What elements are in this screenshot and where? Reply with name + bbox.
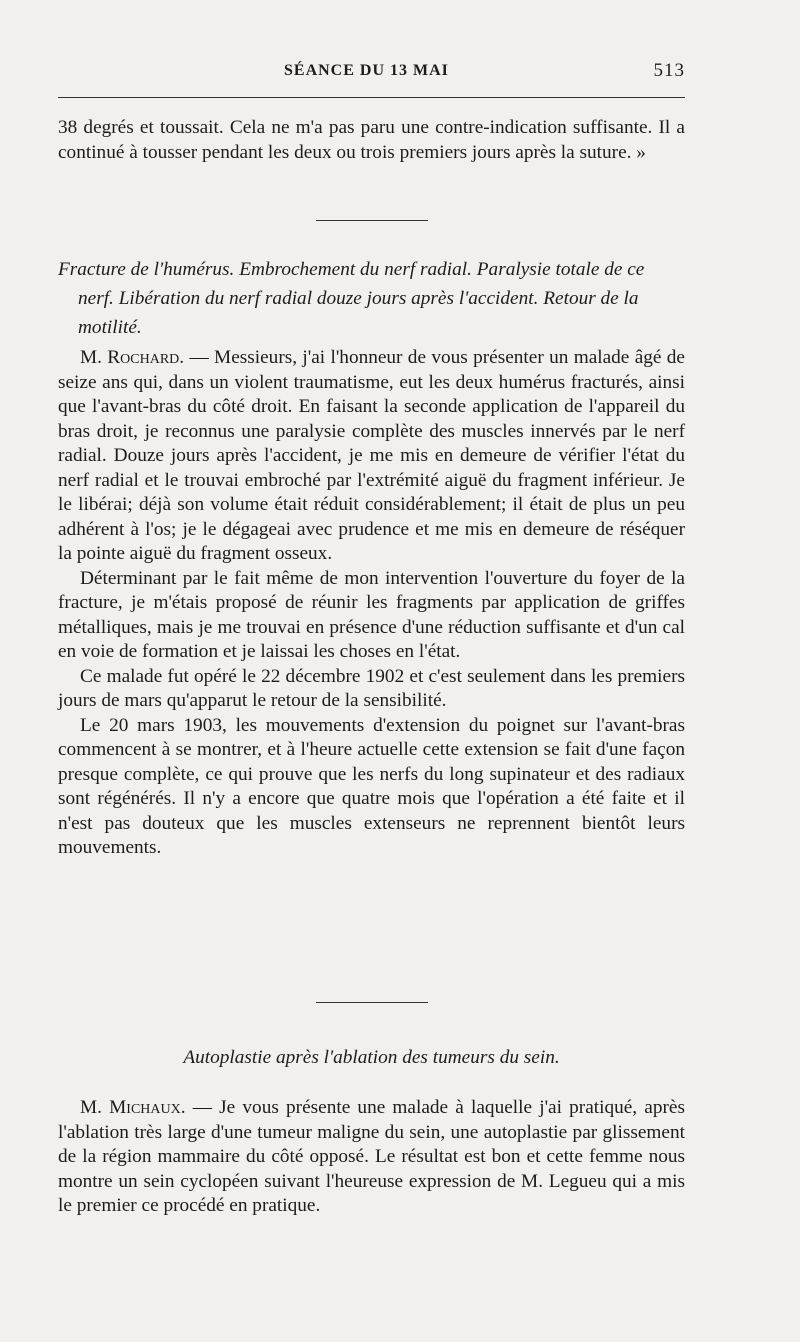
- section-separator: [316, 1002, 428, 1003]
- header-rule: [58, 97, 685, 98]
- running-title: SÉANCE DU 13 MAI: [284, 62, 449, 79]
- section1-paragraph-1: [58, 346, 685, 567]
- section1-speaker: Rochard.: [107, 347, 185, 368]
- section2-title: [58, 1043, 685, 1072]
- section1-paragraph-1-text: — Messieurs, j'ai l'honneur de vous présenter un malade âgé de seize ans qui, dans un violent traumatisme, eut les deux humérus fracturés, ainsi que l'avant-bras du côté droit. En faisant la seconde application de l'appareil du bras droit, je reconnus une paralysie complète des muscles innervés par le nerf radial. Douze jours après l'accident, je me mis en demeure de vérifier l'état du nerf radial et le trouvai embroché par l'extrémité aiguë du fragment inférieur. Je le libérai; déjà son volume était réduit considérablement; il était de plus un peu adhérent à l'os; je le dégageai avec prudence et me mis en demeure de réséquer la pointe aiguë du fragment osseux.: [58, 347, 685, 564]
- section1-paragraph-2: Déterminant par le fait même de mon intervention l'ouverture du foyer de la fracture, je m'étais proposé de réunir les fragments par application de griffes métalliques, mais je me trouvai en présence d'une réduction suffisante et d'un cal en voie de formation et je laissai les choses en l'état.: [58, 567, 685, 662]
- section2-title-text: Autoplastie après l'ablation des tumeurs du sein.: [183, 1047, 560, 1068]
- page-header: [58, 60, 685, 86]
- section-separator: [316, 220, 428, 221]
- page-number: 513: [653, 60, 685, 81]
- section1-title-text: Fracture de l'humérus. Embrochement du nerf radial. Paralysie totale de ce nerf. Libération du nerf radial douze jours après l'accident. Retour de la motilité.: [58, 259, 645, 338]
- section1-paragraph-3: Ce malade fut opéré le 22 décembre 1902 et c'est seulement dans les premiers jours de mars qu'apparut le retour de la sensibilité.: [58, 665, 685, 711]
- section2-speaker-prefix: M.: [80, 1097, 110, 1118]
- section1-body: [58, 346, 685, 861]
- section2-paragraph-1: [58, 1096, 685, 1219]
- section1-speaker-prefix: M.: [80, 347, 108, 368]
- section2-paragraph-1-text: — Je vous présente une malade à laquelle j'ai pratiqué, après l'ablation très large d'une tumeur maligne du sein, une autoplastie par glissement de la région mammaire du côté opposé. Le résultat est bon et cette femme nous montre un sein cyclopéen suivant l'heureuse expression de M. Legueu qui a mis le premier ce procédé en pratique.: [58, 1097, 685, 1216]
- section1-title: [58, 255, 685, 342]
- section1-paragraph-4: Le 20 mars 1903, les mouvements d'extension du poignet sur l'avant-bras commencent à se montrer, et à l'heure actuelle cette extension se fait d'une façon presque complète, ce qui prouve que les nerfs du long supinateur et des radiaux sont régénérés. Il n'y a encore que quatre mois que l'opération a été faite et il n'est pas douteux que les muscles extenseurs ne reprennent bientôt leurs mouvements.: [58, 714, 685, 858]
- section2-speaker: Michaux.: [109, 1097, 186, 1118]
- section2-body: [58, 1096, 685, 1219]
- continuation-block: [58, 116, 685, 165]
- continuation-paragraph: 38 degrés et toussait. Cela ne m'a pas paru une contre-indication suffisante. Il a continué à tousser pendant les deux ou trois premiers jours après la suture. »: [58, 117, 685, 163]
